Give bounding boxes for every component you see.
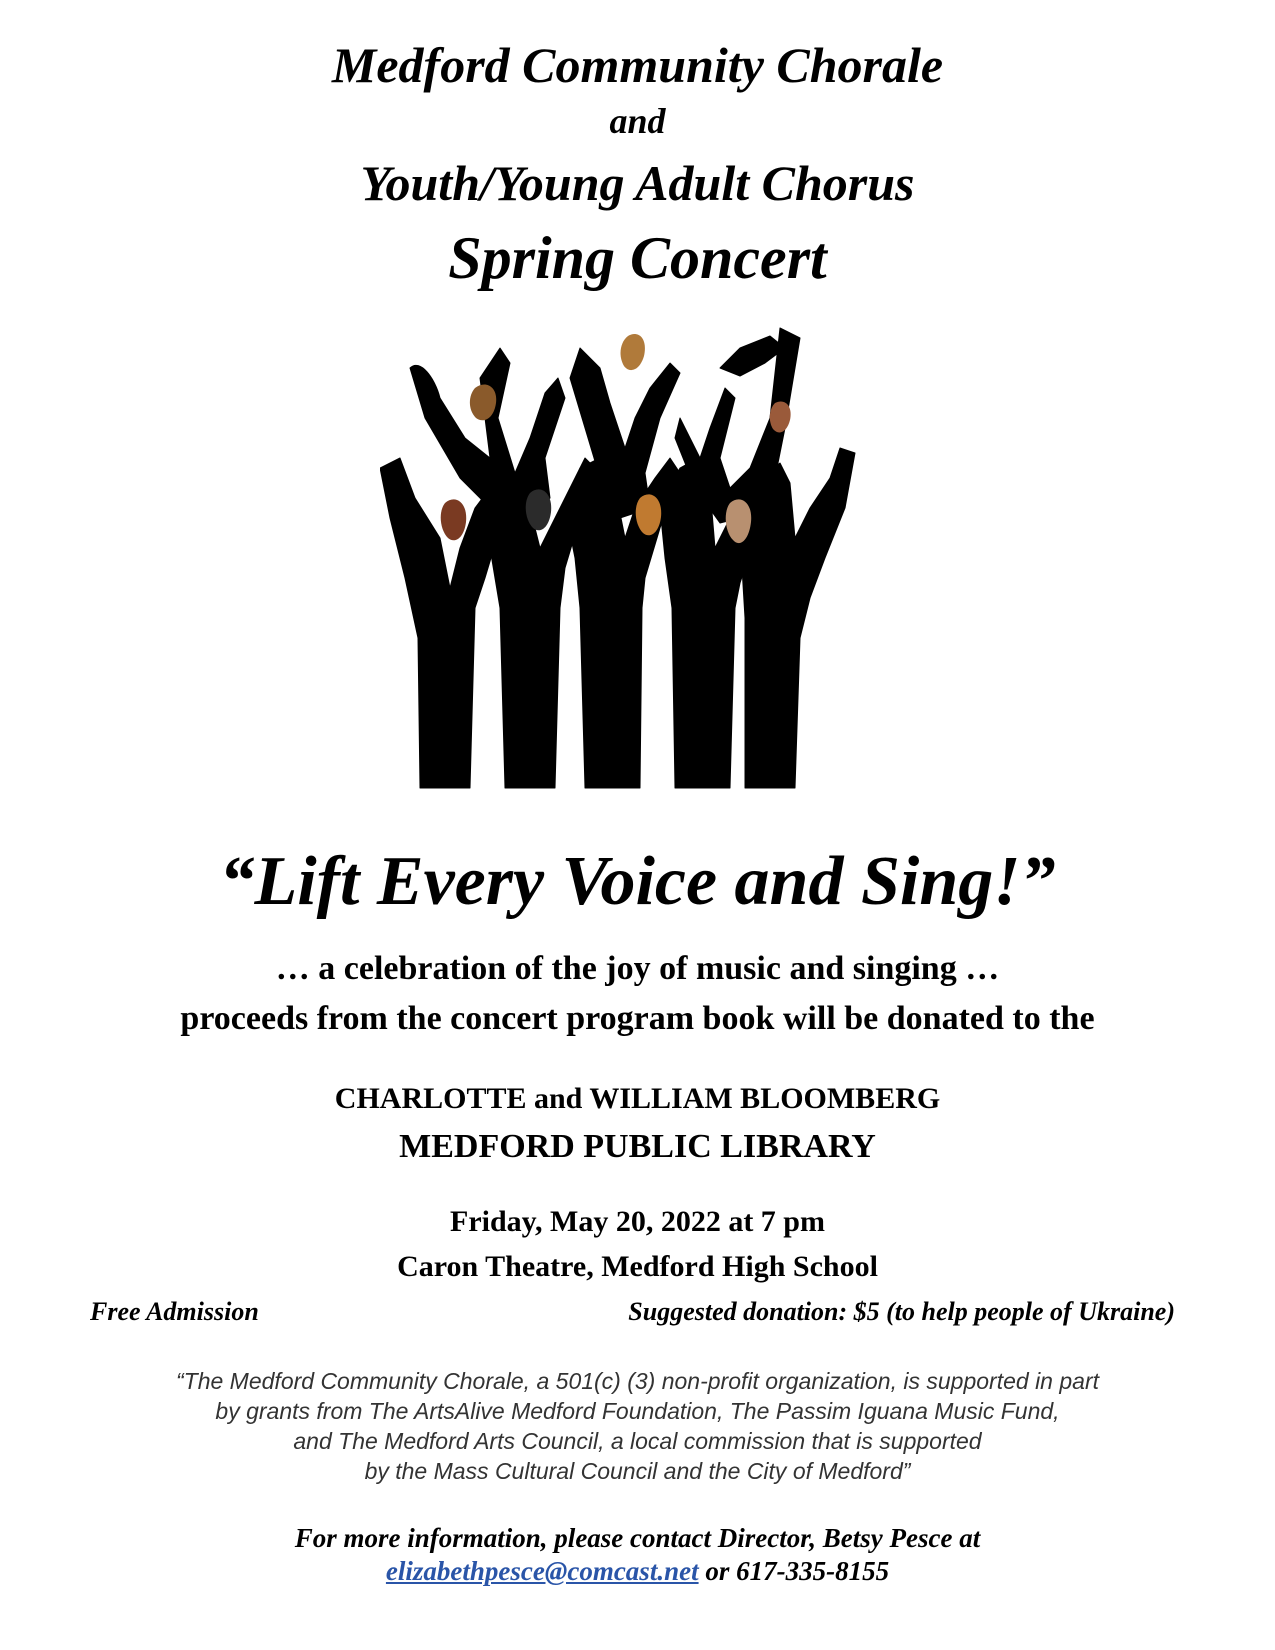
phone-number: or 617-335-8155	[698, 1556, 890, 1586]
free-admission: Free Admission	[90, 1297, 259, 1326]
suggested-donation: Suggested donation: $5 (to help people of Ukraine)	[628, 1297, 1175, 1326]
and-text: and	[609, 101, 666, 141]
credit-line: by the Mass Cultural Council and the City of Medford”	[364, 1458, 911, 1484]
credit-line: “The Medford Community Chorale, a 501(c) (3) non-profit organization, is supported in part	[176, 1368, 1099, 1394]
proceeds-text: proceeds from the concert program book will be donated to the	[180, 1000, 1095, 1037]
event-date: Friday, May 20, 2022 at 7 pm	[450, 1205, 825, 1238]
contact-info: For more information, please contact Director, Betsy Pesce at	[294, 1523, 981, 1553]
credit-line: by grants from The ArtsAlive Medford Foundation, The Passim Iguana Music Fund,	[215, 1398, 1060, 1424]
event-venue: Caron Theatre, Medford High School	[397, 1250, 878, 1283]
choir-singers-icon	[380, 308, 880, 828]
library-name-line2: MEDFORD PUBLIC LIBRARY	[399, 1128, 876, 1165]
email-link[interactable]: elizabethpesce@comcast.net	[385, 1556, 699, 1586]
celebration-text: … a celebration of the joy of music and singing …	[275, 950, 1000, 987]
chorus-title: Youth/Young Adult Chorus	[360, 155, 915, 211]
contact-line	[0, 1556, 1275, 1587]
library-name-line1: CHARLOTTE and WILLIAM BLOOMBERG	[334, 1082, 941, 1115]
concert-title: Spring Concert	[448, 225, 827, 291]
chorale-title: Medford Community Chorale	[331, 37, 944, 93]
credit-line: and The Medford Arts Council, a local commission that is supported	[293, 1428, 982, 1454]
concert-theme: “Lift Every Voice and Sing!”	[219, 843, 1056, 920]
